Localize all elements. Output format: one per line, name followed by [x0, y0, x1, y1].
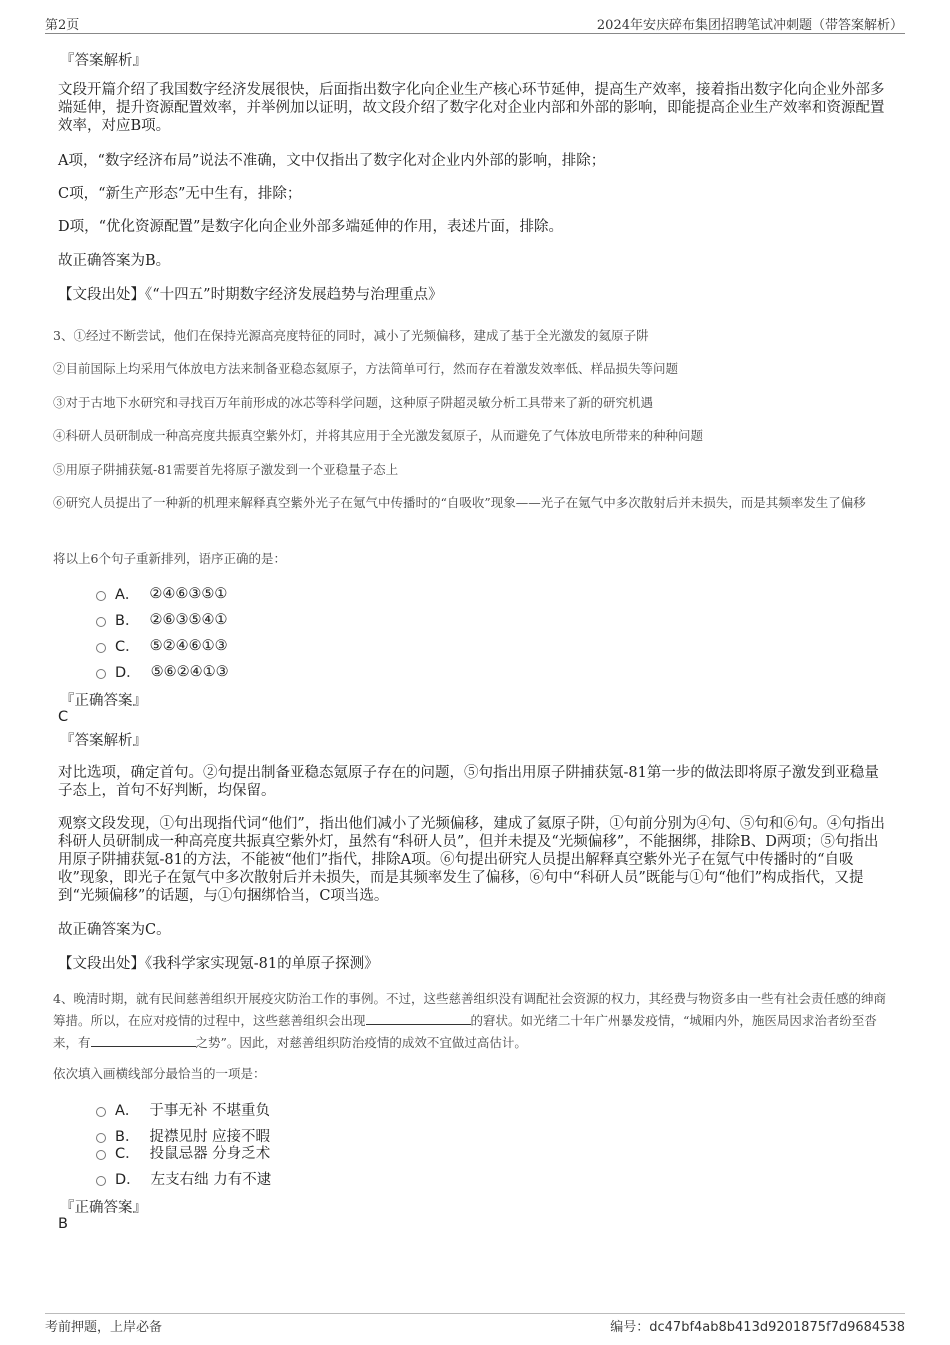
option-a[interactable]	[96, 583, 227, 604]
option-letter: C．	[115, 639, 140, 655]
stem-part: 的窘状。如光绪二十年广州暴发疫情，“城厢内外，施医局因求治者纷至沓来，有	[53, 1013, 877, 1050]
code-label: 编号：	[610, 1320, 650, 1335]
question-sentence: 3、①经过不断尝试，他们在保持光源高亮度特征的同时，减小了光频偏移，建成了基于全光激发的氦原子阱	[53, 328, 649, 343]
analysis-paragraph: A项，“数字经济布局”说法不准确，文中仅指出了数字化对企业内外部的影响，排除；	[58, 153, 606, 169]
code-value: dc47bf4ab8b413d9201875f7d9684538	[649, 1320, 905, 1335]
correct-answer: B	[58, 1216, 68, 1232]
analysis-label: 『答案解析』	[60, 53, 147, 69]
radio-icon[interactable]	[96, 1176, 106, 1186]
option-letter: D．	[115, 1172, 141, 1188]
fill-blank	[91, 1034, 196, 1047]
page-header	[0, 0, 950, 38]
option-a[interactable]	[96, 1099, 270, 1120]
option-text: ②④⑥③⑤①	[149, 585, 228, 602]
analysis-paragraph: C项，“新生产形态”无中生有，排除；	[58, 186, 302, 202]
fill-blank	[366, 1012, 471, 1025]
radio-icon[interactable]	[96, 1107, 106, 1117]
radio-icon[interactable]	[96, 591, 106, 601]
question-sentence: ⑥研究人员提出了一种新的机理来解释真空紫外光子在氪气中传播时的“自吸收”现象——光子在氪气中多次散射后并未损失，而是其频率发生了偏移	[53, 495, 866, 510]
page-number: 第2页	[45, 18, 80, 33]
analysis-paragraph: D项，“优化资源配置”是数字化向企业外部多端延伸的作用，表述片面，排除。	[58, 219, 563, 235]
question-prompt: 依次填入画横线部分最恰当的一项是：	[53, 1066, 266, 1081]
option-text: ⑤⑥②④①③	[150, 663, 229, 680]
source-citation: 【文段出处】《我科学家实现氪-81的单原子探测》	[58, 956, 379, 972]
option-letter: B．	[115, 1129, 140, 1145]
correct-answer-label: 『正确答案』	[60, 693, 147, 709]
analysis-paragraph: 文段开篇介绍了我国数字经济发展很快，后面指出数字化向企业生产核心环节延伸，提高生产效率，接着指出数字化向企业外部多端延伸，提升资源配置效率，并举例加以证明，故文段介绍了数字化对企业内部和外部的影响，即能提高企业生产效率和资源配置效率，对应B项。	[58, 82, 885, 134]
answer-conclusion: 故正确答案为C。	[58, 922, 171, 938]
document-title: 2024年安庆碎布集团招聘笔试冲刺题（带答案解析）	[596, 18, 903, 33]
analysis-label: 『答案解析』	[60, 733, 147, 749]
question-stem	[53, 988, 898, 1054]
option-letter: A．	[115, 587, 140, 603]
footer-divider	[45, 1313, 905, 1314]
option-text: ⑤②④⑥①③	[149, 637, 228, 654]
header-divider	[45, 33, 905, 34]
stem-part: 之势”。因此，对慈善组织防治疫情的成效不宜做过高估计。	[195, 1035, 527, 1050]
analysis-paragraph: 观察文段发现，①句出现指代词“他们”，指出他们减小了光频偏移，建成了氦原子阱，①句前分别为④句、⑤句和⑥句。④句指出科研人员研制成一种高亮度共振真空紫外灯，虽然有“科研人员”，但并未提及“光频偏移”，不能捆绑，排除B、D两项；⑤句指出用原子阱捕获氪-81的方法，不能被“他们”指代，排除A项。⑥句提出研究人员提出解释真空紫外光子在氪气中传播时的“自吸收”现象，即光子在氪气中多次散射后并未损失，而是其频率发生了偏移，⑥句中“科研人员”既能与①句“他们”构成指代，又提到“光频偏移”的话题，与①句捆绑恰当，C项当选。	[58, 816, 885, 904]
source-citation: 【文段出处】《“十四五”时期数字经济发展趋势与治理重点》	[58, 287, 443, 303]
analysis-paragraph: 对比选项，确定首句。②句提出制备亚稳态氪原子存在的问题，⑤句指出用原子阱捕获氪-81第一步的做法即将原子激发到亚稳量子态上，首句不好判断，均保留。	[58, 765, 879, 799]
option-c[interactable]	[96, 1142, 270, 1163]
option-letter: D．	[115, 665, 141, 681]
radio-icon[interactable]	[96, 669, 106, 679]
option-letter: B．	[115, 613, 140, 629]
correct-answer-label: 『正确答案』	[60, 1200, 147, 1216]
correct-answer: C	[58, 709, 69, 725]
option-letter: A．	[115, 1103, 140, 1119]
document-code	[610, 1316, 905, 1335]
option-text: ②⑥③⑤④①	[149, 611, 228, 628]
question-prompt: 将以上6个句子重新排列，语序正确的是：	[53, 551, 286, 566]
question-sentence: ②目前国际上均采用气体放电方法来制备亚稳态氦原子，方法简单可行，然而存在着激发效率低、样品损失等问题	[53, 361, 679, 376]
radio-icon[interactable]	[96, 1150, 106, 1160]
stem-part: 4、晚清时期，就有民间慈善组织开展疫灾防治工作的事例。不过，这些慈善组织没有调配社会资源的权力，其经费与物资多由一些有社会责任感的绅商筹措。所以，在应对疫情的过程中，这些慈善组织会出现	[53, 991, 886, 1028]
radio-icon[interactable]	[96, 617, 106, 627]
option-text: 投鼠忌器 分身乏术	[149, 1146, 271, 1162]
question-sentence: ③对于古地下水研究和寻找百万年前形成的冰芯等科学问题，这种原子阱超灵敏分析工具带来了新的研究机遇	[53, 395, 654, 410]
option-c[interactable]	[96, 635, 228, 656]
option-d[interactable]	[96, 1168, 271, 1189]
option-text: 左支右绌 力有不逮	[150, 1172, 272, 1188]
option-text: 于事无补 不堪重负	[149, 1103, 271, 1119]
question-sentence: ⑤用原子阱捕获氪-81需要首先将原子激发到一个亚稳量子态上	[53, 462, 399, 477]
radio-icon[interactable]	[96, 1133, 106, 1143]
question-sentence: ④科研人员研制成一种高亮度共振真空紫外灯，并将其应用于全光激发氦原子，从而避免了气体放电所带来的种种问题	[53, 428, 704, 443]
answer-conclusion: 故正确答案为B。	[58, 253, 171, 269]
radio-icon[interactable]	[96, 643, 106, 653]
option-letter: C．	[115, 1146, 140, 1162]
footer-slogan: 考前押题，上岸必备	[45, 1320, 163, 1335]
option-b[interactable]	[96, 609, 227, 630]
option-d[interactable]	[96, 661, 229, 682]
option-text: 捉襟见肘 应接不暇	[149, 1129, 271, 1145]
